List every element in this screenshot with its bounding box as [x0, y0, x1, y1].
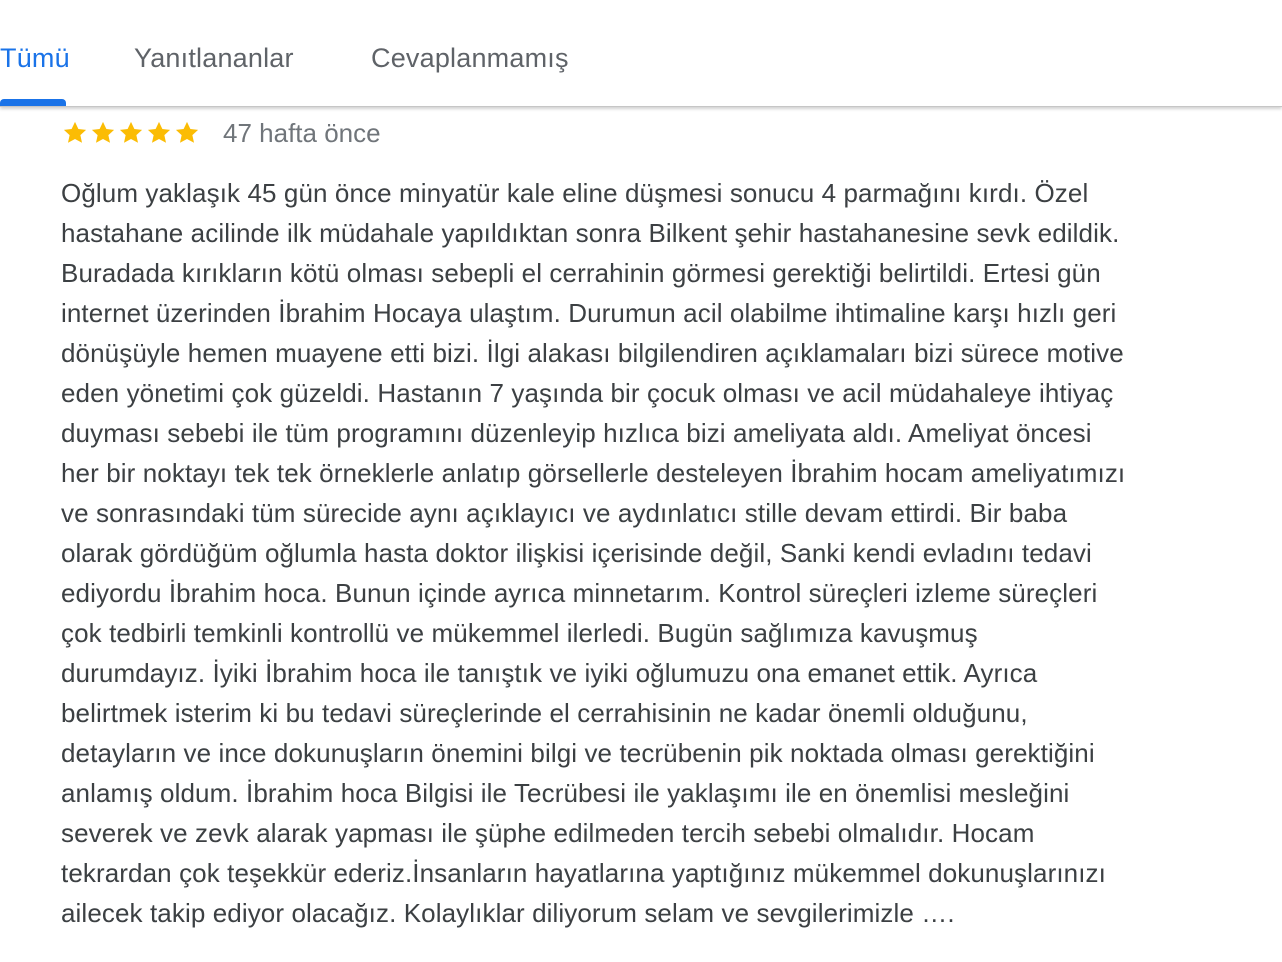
- review-time: 47 hafta önce: [223, 118, 381, 148]
- star-icon: [173, 119, 201, 147]
- star-icon: [145, 119, 173, 147]
- star-icon: [117, 119, 145, 147]
- tab-unanswered[interactable]: Cevaplanmamış: [371, 43, 569, 73]
- review-text: Oğlum yaklaşık 45 gün önce minyatür kale eline düşmesi sonucu 4 parmağını kırdı. Özel hastahane acilinde ilk müdahale yapıldıktan sonra Bilkent şehir hastahanesine sevk edildik. Buradada kırıkların kötü olması sebepli el cerrahinin görmesi gerektiği belirtildi. Ertesi gün internet üzerinden İbrahim Hocaya ulaştım. Durumun acil olabilme ihtimaline karşı hızlı geri dönüşüyle hemen muayene etti bizi. İlgi alakası bilgilendiren açıklamaları bizi sürece motive eden yönetimi çok güzeldi. Hastanın 7 yaşında bir çocuk olması ve acil müdahaleye ihtiyaç duyması sebebi ile tüm programını düzenleyip hızlıca bizi ameliyata aldı. Ameliyat öncesi her bir noktayı tek tek örneklerle anlatıp görsellerle desteleyen İbrahim hocam ameliyatımızı ve sonrasındaki tüm sürecide aynı açıklayıcı ve aydınlatıcı stille devam ettirdi. Bir baba olarak gördüğüm oğlumla hasta doktor ilişkisi içerisinde değil, Sanki kendi evladını tedavi ediyordu İbrahim hoca. Bunun içinde ayrıca minnetarım. Kontrol süreçleri izleme süreçleri çok tedbirli temkinli kontrollü ve mükemmel ilerledi. Bugün sağlımıza kavuşmuş durumdayız. İyiki İbrahim hoca ile tanıştık ve iyiki oğlumuzu ona emanet ettik. Ayrıca belirtmek isterim ki bu tedavi süreçlerinde el cerrahisinin ne kadar önemli olduğunu, detayların ve ince dokunuşların önemini bilgi ve tecrübenin pik noktada olması gerektiğini anlamış oldum. İbrahim hoca Bilgisi ile Tecrübesi ile yaklaşımı ile en önemlisi mesleğini severek ve zevk alarak yapması ile şüphe edilmeden tercih sebebi olmalıdır. Hocam tekrardan çok teşekkür ederiz.İnsanların hayatlarına yaptığınız mükemmel dokunuşlarınızı ailecek takip ediyor olacağız. Kolaylıklar diliyorum selam ve sevgilerimizle ….: [61, 178, 1126, 928]
- review-meta: [61, 113, 1241, 153]
- review-filter-tabs: [0, 0, 1282, 107]
- tab-answered[interactable]: Yanıtlananlar: [134, 43, 294, 73]
- star-icon: [89, 119, 117, 147]
- star-rating: [61, 113, 201, 153]
- review-card: [61, 113, 1241, 933]
- star-icon: [61, 119, 89, 147]
- active-tab-indicator: [0, 99, 66, 106]
- tab-all[interactable]: Tümü: [0, 43, 70, 73]
